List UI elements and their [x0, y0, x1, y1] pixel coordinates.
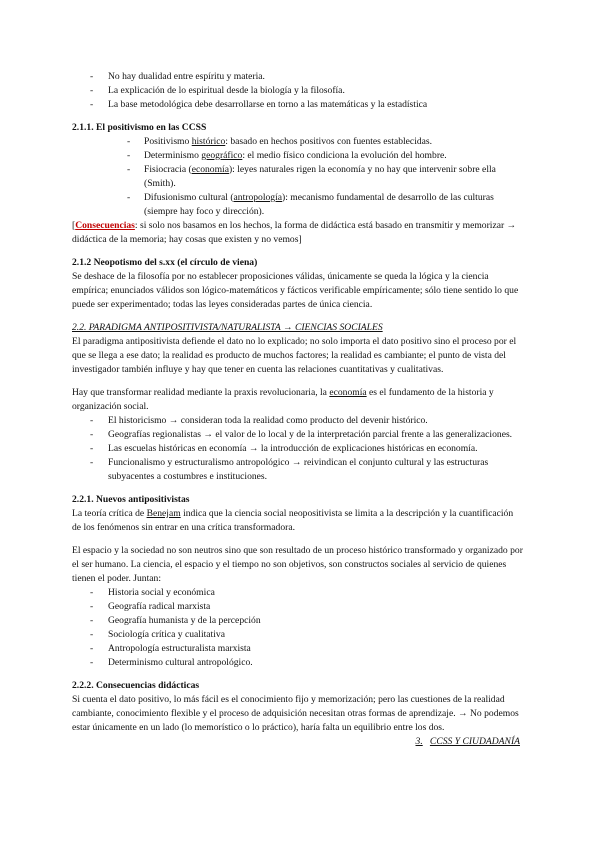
- section-heading-212: 2.1.2 Neopotismo del s.xx (el círculo de viena): [72, 257, 258, 268]
- list-item: - Las escuelas históricas en economía → la introducción de explicaciones históricas en economía.: [72, 442, 524, 456]
- section-heading-221: 2.2.1. Nuevos antipositivistas: [72, 494, 190, 505]
- list-item: - Geografía radical marxista: [72, 600, 524, 614]
- list-item: - Antropología estructuralista marxista: [72, 642, 524, 656]
- paragraph: Si cuenta el dato positivo, lo más fácil es el conocimiento fijo y memorización; pero las cuestiones de la realidad cambiante, conocimiento flexible y el proceso de adquisición necesitan otras formas de aprendizaje. → No podemos estar únicamente en un lado (lo memorístico o lo práctico), haría falta un equilibrio entre los dos.: [72, 694, 519, 733]
- list-item: - Positivismo histórico: basado en hechos positivos con fuentes establecidas.: [72, 135, 524, 149]
- new-antipositivist-list: [72, 586, 524, 670]
- next-section-heading: 3. CCSS Y CIUDADANÍA: [415, 736, 520, 747]
- paragraph: Se deshace de la filosofía por no establecer proposiciones válidas, únicamente se queda la lógica y la ciencia empírica; enunciados válidos son lógico-matemáticos y fácticos verificable empíricamente; sólo tiene sentido lo que puede ser experimentado; todas las leyes consideradas partes de única ciencia.: [72, 271, 519, 310]
- consequences-label: Consecuencias: [75, 220, 135, 231]
- list-item: - La base metodológica debe desarrollarse en torno a las matemáticas y la estadística: [72, 98, 524, 112]
- list-item: - Sociología crítica y cualitativa: [72, 628, 524, 642]
- list-item: - Historia social y económica: [72, 586, 524, 600]
- list-item: - La explicación de lo espiritual desde la biología y la filosofía.: [72, 84, 524, 98]
- positivism-list: [72, 135, 524, 219]
- list-item: - Difusionismo cultural (antropología): mecanismo fundamental de desarrollo de las culturas (siempre hay foco y dirección).: [72, 191, 524, 219]
- paragraph: La teoría crítica de Benejam indica que la ciencia social neopositivista se limita a la descripción y la cuantificación de los fenómenos sin entrar en una crítica transformadora.: [72, 508, 514, 533]
- list-item: - Determinismo cultural antropológico.: [72, 656, 524, 670]
- section-heading-22: 2.2. PARADIGMA ANTIPOSITIVISTA/NATURALISTA → CIENCIAS SOCIALES: [72, 322, 383, 333]
- list-item: - Geografía humanista y de la percepción: [72, 614, 524, 628]
- antipositivist-list: [72, 414, 524, 484]
- document-body: [72, 70, 524, 749]
- list-item: - Determinismo geográfico: el medio físico condiciona la evolución del hombre.: [72, 149, 524, 163]
- list-item: - El historicismo → consideran toda la realidad como producto del devenir histórico.: [72, 414, 524, 428]
- consequences-note: [Consecuencias: si solo nos basamos en los hechos, la forma de didáctica está basado en transmitir y memorizar → didáctica de la memoria; hay cosas que existen y no vemos]: [72, 220, 517, 245]
- list-item: - Fisiocracia (economía): leyes naturales rigen la economía y no hay que intervenir sobre ella (Smith).: [72, 163, 524, 191]
- list-item: - Funcionalismo y estructuralismo antropológico → reivindican el conjunto cultural y las estructuras subyacentes a costumbres e instituciones.: [72, 456, 524, 484]
- section-heading-222: 2.2.2. Consecuencias didácticas: [72, 680, 200, 691]
- paragraph: El paradigma antipositivista defiende el dato no lo explicado; no solo importa el dato positivo sino el proceso por el que se llega a ese dato; la realidad es producto de muchos factores; la realidad es cambiante; el punto de vista del investigador también influye y hay que tener en cuenta las relaciones cuantitativas y cualitativas.: [72, 336, 517, 375]
- intro-list: [72, 70, 524, 112]
- section-heading-211: 2.1.1. El positivismo en las CCSS: [72, 122, 207, 133]
- paragraph: El espacio y la sociedad no son neutros sino que son resultado de un proceso histórico transformado y organizado por el ser humano. La ciencia, el espacio y el tiempo no son objetivos, son constructos sociales al servicio de quienes tienen el poder. Juntan:: [72, 545, 523, 584]
- list-item: - No hay dualidad entre espíritu y materia.: [72, 70, 524, 84]
- paragraph: Hay que transformar realidad mediante la praxis revolucionaria, la economía es el fundamento de la historia y organización social.: [72, 387, 494, 412]
- list-item: - Geografías regionalistas → el valor de lo local y de la interpretación parcial frente a las generalizaciones.: [72, 428, 524, 442]
